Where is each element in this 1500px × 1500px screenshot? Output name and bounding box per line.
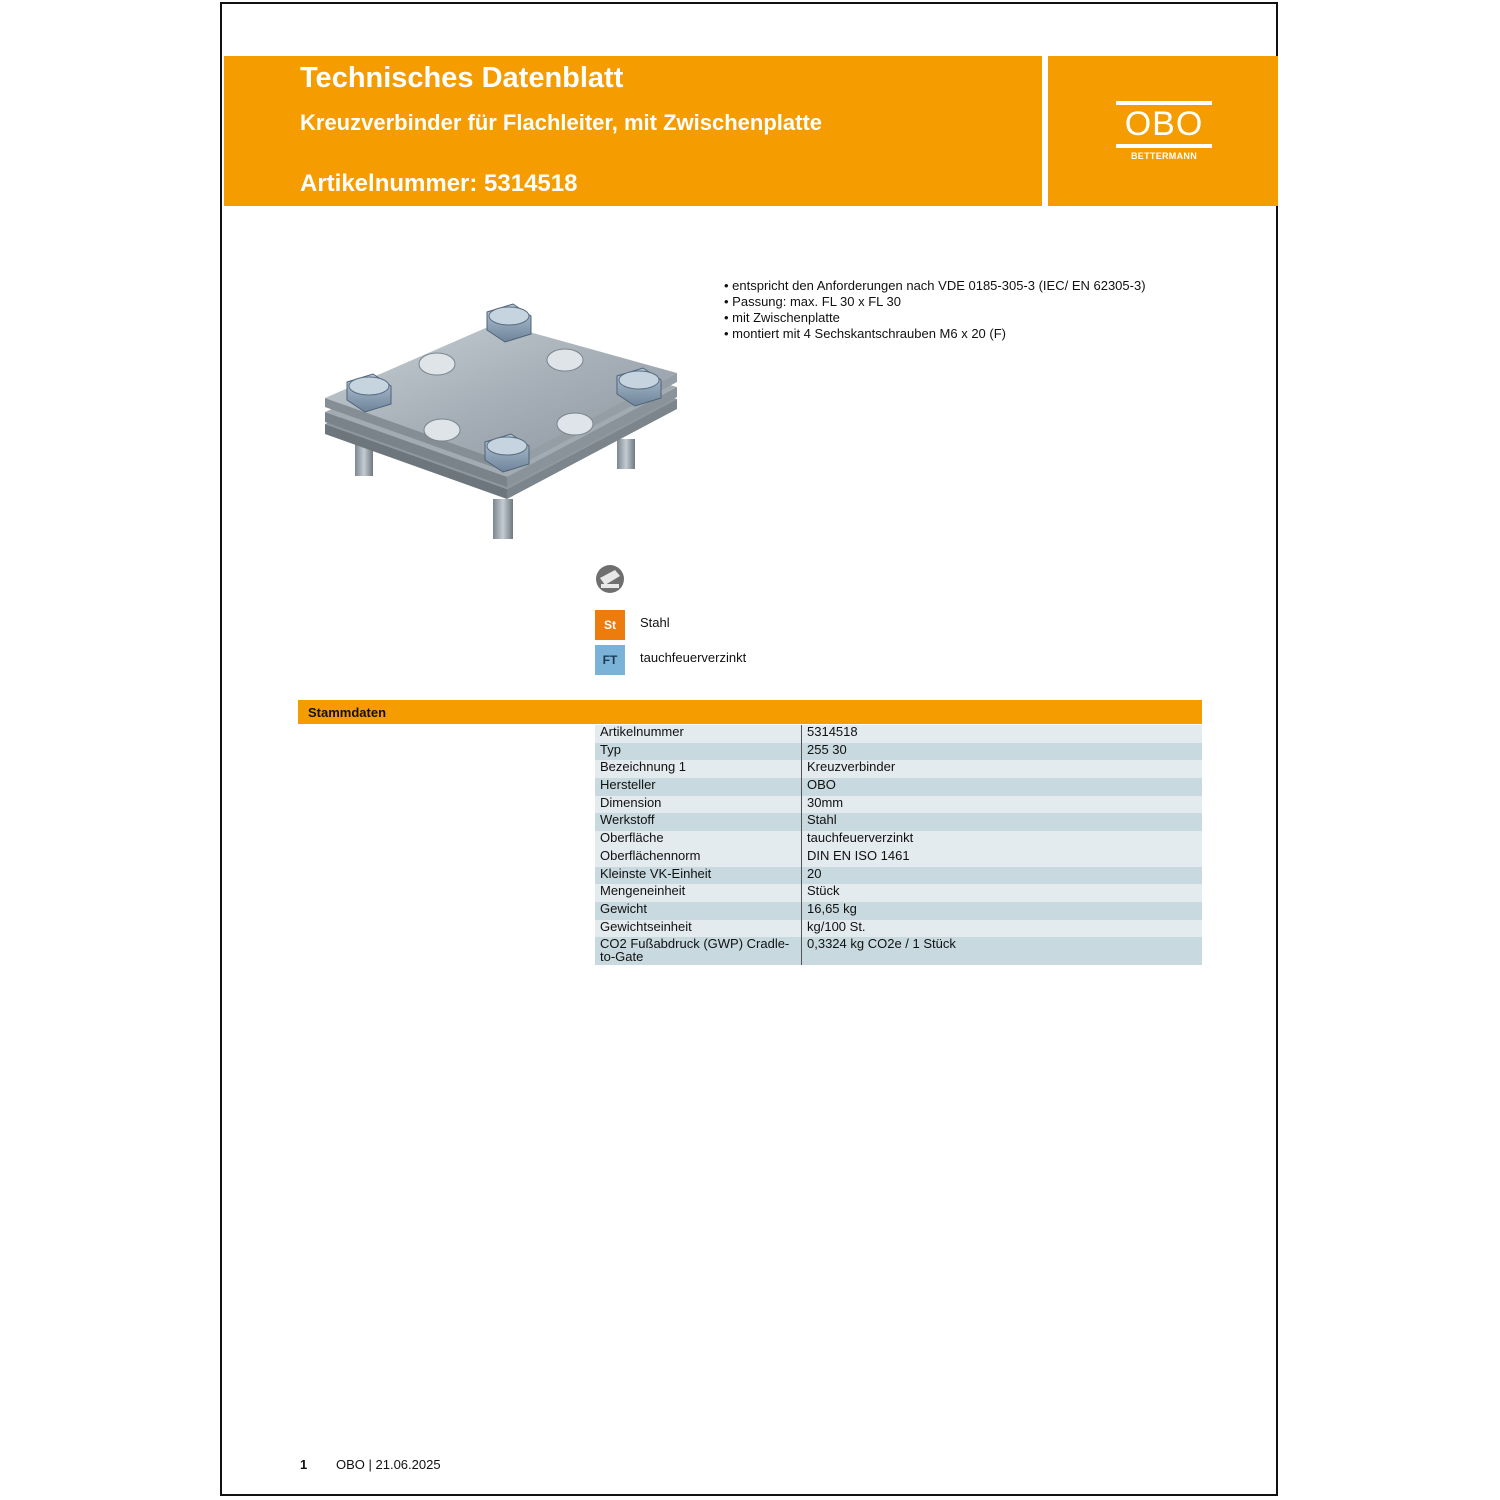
header-banner: [224, 56, 1042, 206]
table-key: Oberfläche: [595, 831, 802, 849]
table-value: 0,3324 kg CO2e / 1 Stück: [802, 937, 1203, 965]
table-row: [595, 725, 1202, 743]
obo-logo: [1116, 101, 1216, 165]
section-title: Stammdaten: [308, 705, 387, 720]
table-key: Bezeichnung 1: [595, 760, 802, 778]
table-value: Kreuzverbinder: [802, 760, 1203, 778]
feature-list: [724, 278, 1146, 342]
table-value: Stahl: [802, 813, 1203, 831]
table-row: [595, 867, 1202, 885]
material-label: Stahl: [640, 615, 670, 630]
material-code-badge: St: [595, 610, 625, 640]
table-key: Typ: [595, 743, 802, 761]
feature-item: • Passung: max. FL 30 x FL 30: [724, 294, 902, 309]
table-value: 255 30: [802, 743, 1203, 761]
table-value: DIN EN ISO 1461: [802, 849, 1203, 867]
table-key: Werkstoff: [595, 813, 802, 831]
logo-brand: OBO: [1124, 105, 1204, 143]
table-value: 30mm: [802, 796, 1203, 814]
tested-badge-icon: [595, 564, 625, 594]
table-value: kg/100 St.: [802, 920, 1203, 938]
table-row: [595, 902, 1202, 920]
table-row: [595, 743, 1202, 761]
table-key: Dimension: [595, 796, 802, 814]
logo-box: [1048, 56, 1278, 206]
page-subtitle: Kreuzverbinder für Flachleiter, mit Zwischenplatte: [300, 110, 823, 135]
table-key: CO2 Fußabdruck (GWP) Cradle-to-Gate: [595, 937, 802, 965]
table-value: tauchfeuerverzinkt: [802, 831, 1203, 849]
feature-item: • mit Zwischenplatte: [724, 310, 840, 325]
product-image: [317, 294, 687, 554]
page-title: Technisches Datenblatt: [300, 62, 624, 94]
table-key: Mengeneinheit: [595, 884, 802, 902]
table-value: Stück: [802, 884, 1203, 902]
logo-subtext: BETTERMANN: [1131, 151, 1197, 161]
table-key: Kleinste VK-Einheit: [595, 867, 802, 885]
table-row: [595, 884, 1202, 902]
material-code-badge: FT: [595, 645, 625, 675]
feature-item: • entspricht den Anforderungen nach VDE 0185-305-3 (IEC/ EN 62305-3): [724, 278, 1146, 293]
table-row: [595, 778, 1202, 796]
table-row: [595, 920, 1202, 938]
table-row: [595, 813, 1202, 831]
table-key: Gewicht: [595, 902, 802, 920]
footer-text: OBO | 21.06.2025: [336, 1457, 441, 1472]
table-key: Gewichtseinheit: [595, 920, 802, 938]
section-header-stammdaten: [298, 700, 1202, 724]
table-value: 16,65 kg: [802, 902, 1203, 920]
table-key: Oberflächennorm: [595, 849, 802, 867]
table-row: [595, 937, 1202, 965]
table-key: Hersteller: [595, 778, 802, 796]
material-label: tauchfeuerverzinkt: [640, 650, 747, 665]
table-value: 20: [802, 867, 1203, 885]
article-number-heading: Artikelnummer: 5314518: [300, 170, 578, 197]
table-row: [595, 760, 1202, 778]
table-value: 5314518: [802, 725, 1203, 743]
footer-page-number: 1: [300, 1457, 308, 1472]
table-row: [595, 796, 1202, 814]
table-row: [595, 831, 1202, 849]
table-row: [595, 849, 1202, 867]
table-value: OBO: [802, 778, 1203, 796]
table-key: Artikelnummer: [595, 725, 802, 743]
master-data-table: [595, 725, 1202, 965]
feature-item: • montiert mit 4 Sechskantschrauben M6 x 20 (F): [724, 326, 1006, 341]
datasheet-page: [220, 2, 1278, 1496]
